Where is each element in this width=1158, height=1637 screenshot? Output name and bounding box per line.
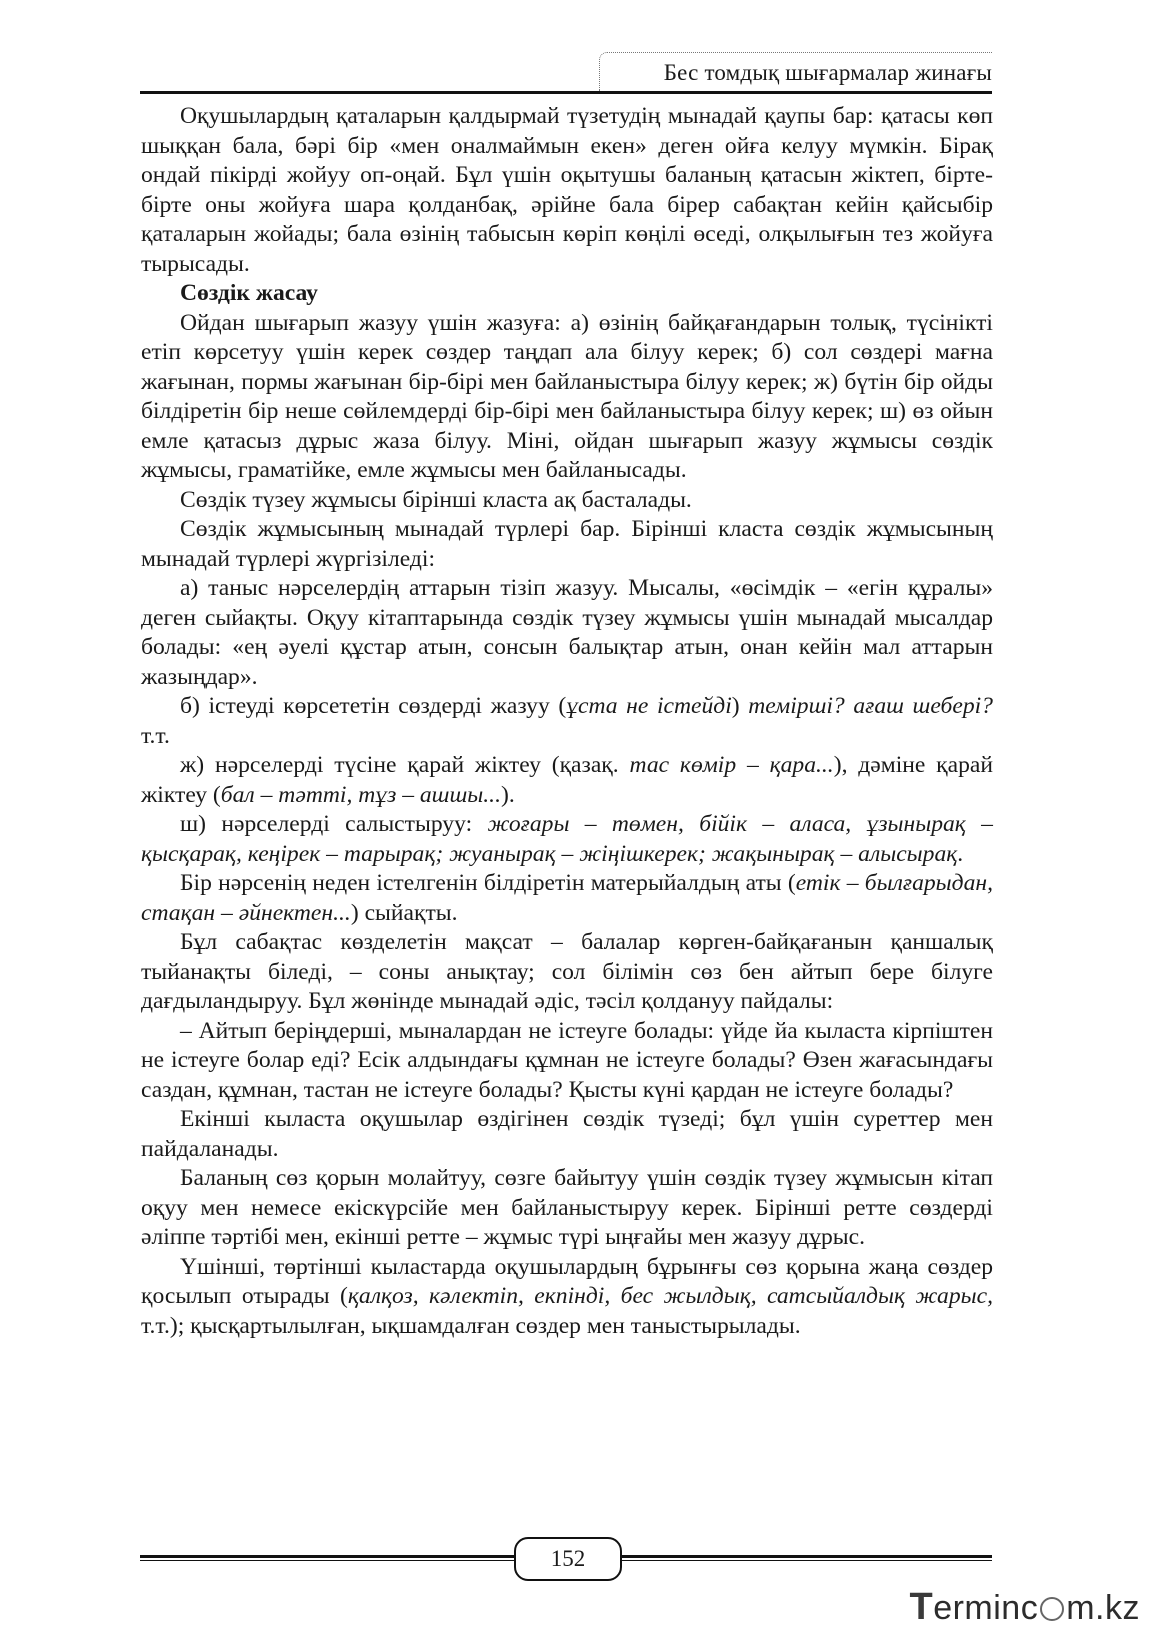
paragraph-10: Бұл сабақтас көзделетін мақсат – балалар көрген-байқағанын қаншалық тыйанақты біледі, – соны анықтау; сол білімін сөз бен айтып бере білуге дағдыландыруу. Бұл жөнінде мынадай әдіс, тәсіл қолдануу пайдалы: — [141, 929, 993, 1014]
text-run: т.т. — [141, 722, 170, 749]
footer-rule-right — [617, 1555, 992, 1561]
text-run: ), дәміне қарай жіктеу ( — [141, 752, 993, 808]
text-run: . — [957, 840, 964, 867]
paragraph-11: – Айтып беріңдерші, мыналардан не істеуге болады: үйде йа кыласта кірпіштен не істеуге болар еді? Есік алдындағы құмнан не істеуге болады? Өзен жағасындағы саздан, құмнан, тастан не істеуге болады? Қысты күні қардан не істеуге болады? — [141, 1017, 993, 1103]
page-body — [141, 102, 993, 1341]
text-run: ) — [731, 693, 749, 719]
italic-run: қалқоз, кәлектіп, екпінді, бес жылдық, сатсыйалдық жарыс, — [347, 1283, 993, 1309]
paragraph-5: а) таныс нәрселердің аттарын тізіп жазуу. Мысалы, «өсімдік – «егін құралы» деген сыйақты. Оқуу кітаптарында сөздік түзеу жұмысы үшін мынадай мысалдар болады: «ең әуелі құстар атын, сонсын балықтар атын, онан кейін мал аттарын жазыңдар». — [141, 575, 993, 690]
watermark-text-1: erminc — [933, 1589, 1039, 1627]
italic-run: теміршi? ағаш шебері? — [748, 693, 993, 719]
italic-run: жоғары – төмен, бійік – аласа, ұзынырақ – қысқарақ, кеңірек – тарырақ; жуанырақ – жіңішкерек; жақынырақ – алысырақ — [141, 811, 993, 867]
paragraph-8 — [141, 810, 993, 869]
paragraph-6 — [141, 692, 993, 751]
text-run: Бір нәрсенің неден істелгенін білдіретін матерыйалдың аты ( — [180, 870, 796, 896]
text-run: ) сыйақты. — [350, 899, 458, 926]
page-number: 152 — [514, 1537, 622, 1581]
page-footer — [140, 1537, 992, 1581]
paragraph-7 — [141, 751, 993, 810]
running-header — [140, 52, 992, 94]
paragraph-14 — [141, 1253, 993, 1342]
section-heading: Сөздік жасау — [180, 280, 318, 306]
text-run: т.т.); қысқартылылған, ықшамдалған сөздер мен таныстырылады. — [141, 1312, 801, 1339]
text-run: ш) нәрселерді салыстыруу: — [180, 811, 488, 837]
header-rule — [140, 91, 992, 94]
text-run: ж) нәрселерді түсіне қарай жіктеу (қазақ. — [180, 752, 630, 778]
paragraph-1: Оқушылардың қаталарын қалдырмай түзетудің мынадай қаупы бар: қатасы көп шыққан бала, бәрі бір «мен оналмаймын екен» деген ойға келуу мүмкін. Бірақ ондай пікірді жойуу оп-оңай. Бұл үшін оқытушы баланың қатасын жіктеп, бірте-бірте оны жойуға шара қолданбақ, әрійне бала бірер сабақтан кейін қайсыбір қаталарын жойады; бала өзінің табысын көріп көңілі өседі, олқылығын тез жойуға тырысады. — [141, 103, 993, 277]
watermark-logo — [909, 1586, 1140, 1629]
italic-run: етік – былғарыдан, стақан – әйнектен... — [141, 870, 993, 926]
paragraph-4: Сөздік жұмысының мынадай түрлері бар. Бірінші класта сөздік жұмысының мынадай түрлері жүргізіледі: — [141, 516, 993, 572]
text-run: б) істеуді көрсететін сөздерді жазуу ( — [180, 693, 567, 719]
text-run: ). — [500, 781, 515, 808]
paragraph-3: Сөздік түзеу жұмысы бірінші класта ақ басталады. — [180, 486, 692, 513]
paragraph-2: Ойдан шығарып жазуу үшін жазуға: а) өзінің байқағандарын толық, түсінікті етіп көрсетуу үшін керек сөздер таңдап ала білуу керек; б) сол сөздері мағна жағынан, пормы жағынан бір-бірі мен байланыстыра білуу керек; ж) бүтін бір ойды білдіретін бір неше сөйлемдерді бір-бірі мен байланыстыра білуу керек; ш) өз ойын емле қатасыз дұрыс жаза білуу. Міні, ойдан шығарып жазуу жұмысы сөздік жұмысы, граматійке, емле жұмысы мен байланысады. — [141, 309, 993, 483]
italic-run: бал – тәтті, тұз – ашшы... — [220, 781, 501, 808]
text-run: Үшінші, төртінші кыластарда оқушылардың бұрынғы сөз қорына жаңа сөздер қосылып отырады ( — [141, 1253, 993, 1309]
footer-rule-left — [140, 1555, 515, 1561]
watermark-t: T — [909, 1586, 934, 1628]
paragraph-13: Баланың сөз қорын молайтуу, сөзге байытуу үшін сөздік түзеу жұмысын кітап оқуу мен немесе екіскүрсійе мен байланыстыруу керек. Бірінші ретте сөздерді әліппе тәртібі мен, екінші ретте – жұмыс түрі ыңғайы мен жазуу дұрыс. — [141, 1165, 993, 1250]
italic-run: тас көмір – қара... — [629, 752, 834, 778]
italic-run: ұста не істейді — [566, 693, 732, 719]
paragraph-12: Екінші кыласта оқушылар өздігінен сөздік түзеді; бұл үшін суреттер мен пайдаланады. — [141, 1106, 993, 1162]
book-title: Бес томдық шығармалар жинағы — [663, 60, 992, 85]
watermark-text-2: m.kz — [1066, 1589, 1140, 1627]
paragraph-9 — [141, 869, 993, 928]
magnifier-icon — [1040, 1597, 1064, 1621]
